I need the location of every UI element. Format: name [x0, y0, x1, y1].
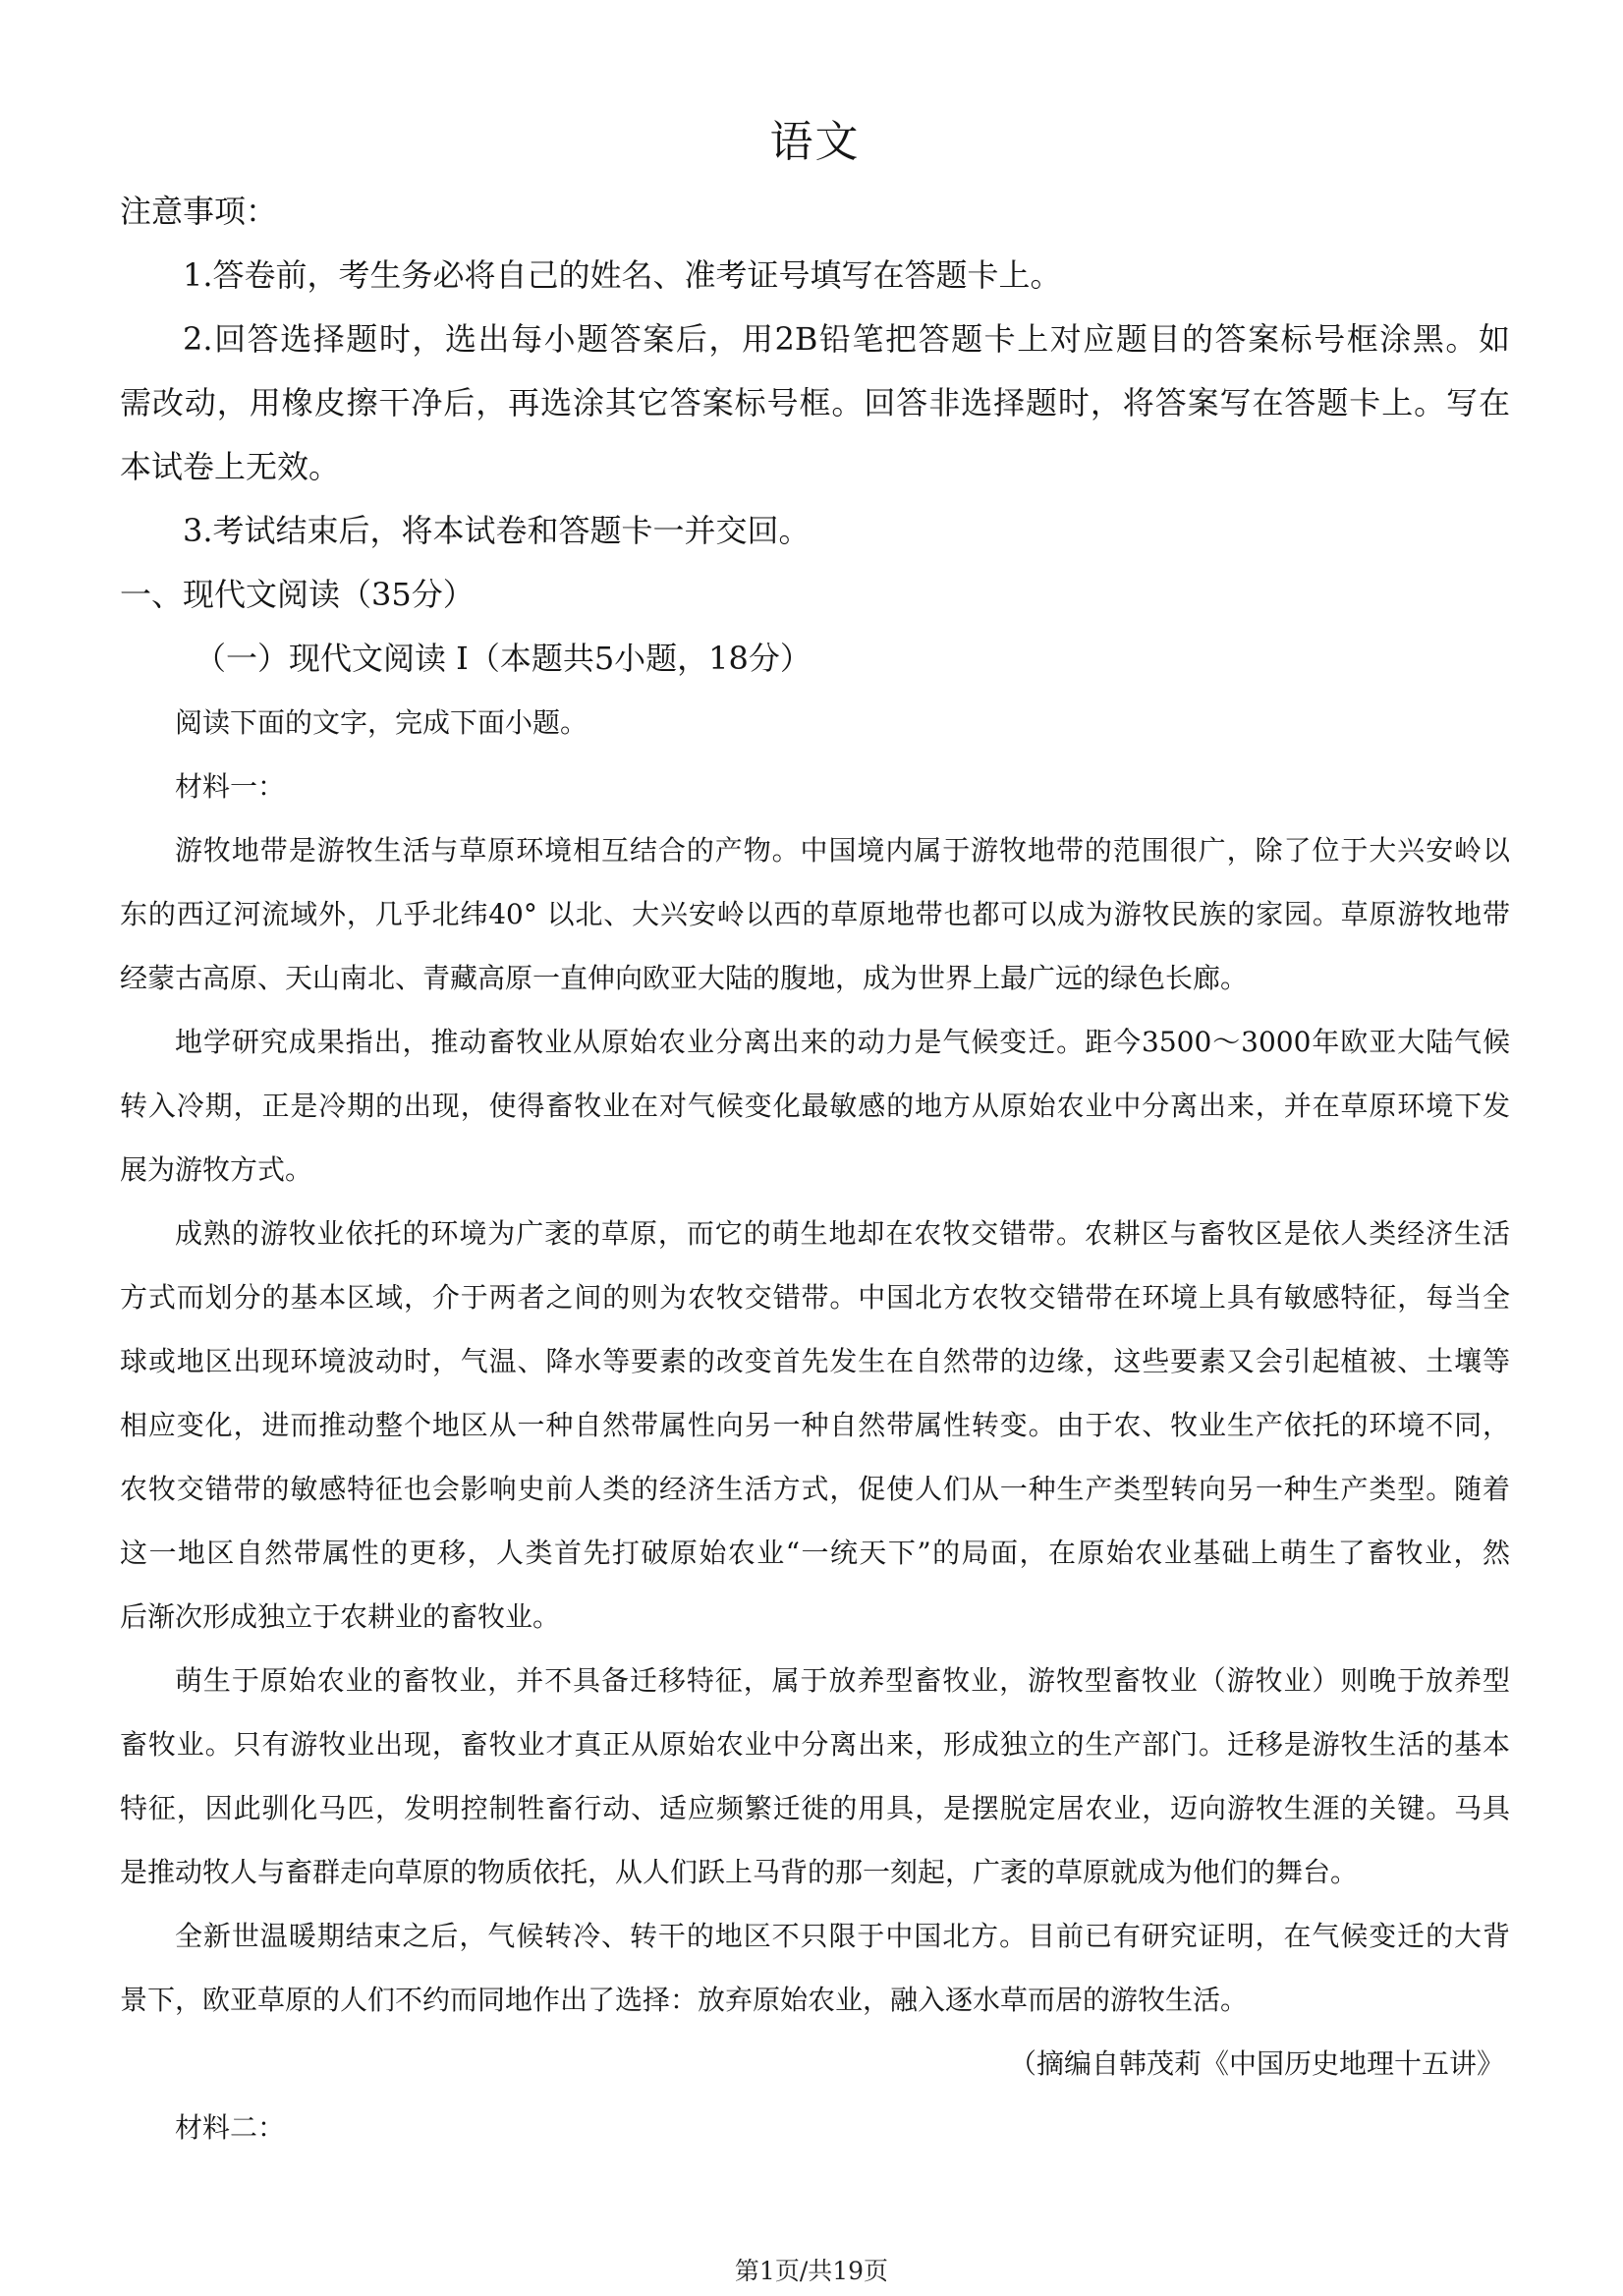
- paragraph-line: 展为游牧方式。: [120, 1153, 313, 1186]
- passage-paragraph-4: [120, 1649, 1510, 1904]
- notice-item-3: 3.考试结束后，将本试卷和答题卡一并交回。: [183, 512, 811, 549]
- section-heading: 一、现代文阅读（35分）: [120, 576, 475, 613]
- paragraph-line: 成熟的游牧业依托的环境为广袤的草原，而它的萌生地却在农牧交错带。农耕区与畜牧区是依人类经济生活: [175, 1217, 1510, 1250]
- paragraph-line: 农牧交错带的敏感特征也会影响史前人类的经济生活方式，促使人们从一种生产类型转向另一种生产类型。随着: [120, 1473, 1510, 1505]
- paragraph-line: 全新世温暖期结束之后，气候转冷、转干的地区不只限于中国北方。目前已有研究证明，在气候变迁的大背: [175, 1920, 1510, 1952]
- notice-item-2-line-3: 本试卷上无效。: [120, 448, 341, 485]
- paragraph-line: 球或地区出现环境波动时，气温、降水等要素的改变首先发生在自然带的边缘，这些要素又会引起植被、土壤等: [120, 1345, 1510, 1377]
- paragraph-line: 畜牧业。只有游牧业出现，畜牧业才真正从原始农业中分离出来，形成独立的生产部门。迁移是游牧生活的基本: [120, 1728, 1510, 1761]
- passage-paragraph-3: [120, 1202, 1510, 1649]
- paragraph-line: 方式而划分的基本区域，介于两者之间的则为农牧交错带。中国北方农牧交错带在环境上具有敏感特征，每当全: [120, 1281, 1510, 1314]
- paragraph-line: 景下，欧亚草原的人们不约而同地作出了选择：放弃原始农业，融入逐水草而居的游牧生活。: [120, 1984, 1249, 2016]
- page-content: [120, 104, 1510, 2159]
- paragraph-line: 后渐次形成独立于农耕业的畜牧业。: [120, 1600, 561, 1633]
- passage-paragraph-1: [120, 818, 1510, 1010]
- paragraph-line: 转入冷期，正是冷期的出现，使得畜牧业在对气候变化最敏感的地方从原始农业中分离出来，并在草原环境下发: [120, 1090, 1510, 1122]
- page-number-footer: 第1页/共19页: [734, 2257, 889, 2285]
- material-2-label: 材料二：: [175, 2111, 286, 2144]
- notice-item-2-line-1: 2.回答选择题时，选出每小题答案后，用2B铅笔把答题卡上对应题目的答案标号框涂黑。如: [183, 320, 1510, 358]
- paragraph-line: 地学研究成果指出，推动畜牧业从原始农业分离出来的动力是气候变迁。距今3500～3000年欧亚大陆气候: [175, 1026, 1510, 1058]
- section-subheading: （一）现代文阅读 I（本题共5小题，18分）: [195, 640, 812, 677]
- paragraph-line: 特征，因此驯化马匹，发明控制牲畜行动、适应频繁迁徙的用具，是摆脱定居农业，迈向游牧生涯的关键。马具: [120, 1792, 1510, 1824]
- passage-paragraph-5: [120, 1904, 1510, 2032]
- paragraph-line: 是推动牧人与畜群走向草原的物质依托，从人们跃上马背的那一刻起，广袤的草原就成为他们的舞台。: [120, 1856, 1359, 1888]
- reading-instruction: 阅读下面的文字，完成下面小题。: [175, 706, 588, 739]
- paragraph-line: 萌生于原始农业的畜牧业，并不具备迁移特征，属于放养型畜牧业，游牧型畜牧业（游牧业）则晚于放养型: [175, 1664, 1510, 1697]
- passage-paragraph-2: [120, 1010, 1510, 1202]
- paragraph-line: 相应变化，进而推动整个地区从一种自然带属性向另一种自然带属性转变。由于农、牧业生产依托的环境不同，: [120, 1409, 1510, 1441]
- page-title: 语文: [769, 117, 861, 167]
- paragraph-line: 东的西辽河流域外，几乎北纬40° 以北、大兴安岭以西的草原地带也都可以成为游牧民族的家园。草原游牧地带: [120, 898, 1510, 930]
- paragraph-line: 这一地区自然带属性的更移，人类首先打破原始农业“一统天下”的局面，在原始农业基础上萌生了畜牧业，然: [120, 1537, 1510, 1569]
- notice-item-1: 1.答卷前，考生务必将自己的姓名、准考证号填写在答题卡上。: [183, 256, 1062, 294]
- notice-heading: 注意事项：: [120, 193, 278, 230]
- paragraph-line: 游牧地带是游牧生活与草原环境相互结合的产物。中国境内属于游牧地带的范围很广，除了位于大兴安岭以: [175, 834, 1510, 867]
- paragraph-line: 经蒙古高原、天山南北、青藏高原一直伸向欧亚大陆的腹地，成为世界上最广远的绿色长廊。: [120, 962, 1249, 994]
- notice-item-2-line-2: 需改动，用橡皮擦干净后，再选涂其它答案标号框。回答非选择题时，将答案写在答题卡上。写在: [120, 384, 1510, 421]
- source-attribution: （摘编自韩茂莉《中国历史地理十五讲》: [1008, 2047, 1504, 2080]
- material-1-label: 材料一：: [175, 770, 286, 803]
